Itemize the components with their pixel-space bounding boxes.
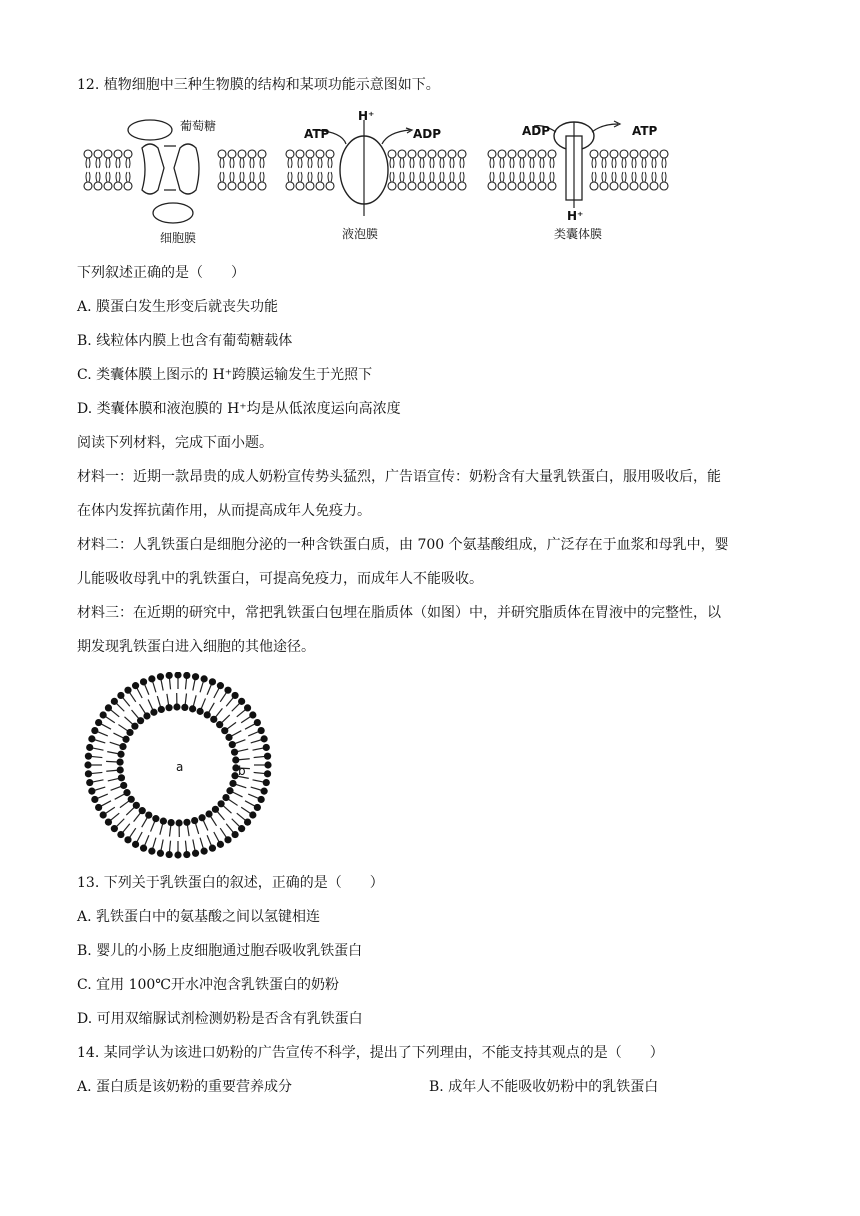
material3-line2: 期发现乳铁蛋白进入细胞的其他途径。 xyxy=(77,639,315,655)
vacuole-membrane-diagram xyxy=(286,109,466,241)
cell-membrane-diagram xyxy=(84,118,266,245)
thylakoid-membrane-diagram xyxy=(488,121,668,241)
q12-option-d: D. 类囊体膜和液泡膜的 H⁺均是从低浓度运向高浓度 xyxy=(77,401,401,417)
q13-option-b: B. 婴儿的小肠上皮细胞通过胞吞吸收乳铁蛋白 xyxy=(77,943,363,959)
liposome-label-b: b xyxy=(238,764,246,778)
reading-intro: 阅读下列材料，完成下面小题。 xyxy=(77,435,273,451)
liposome-figure xyxy=(80,672,280,862)
cell-membrane-label: 细胞膜 xyxy=(160,231,197,245)
material2-line1: 材料二：人乳铁蛋白是细胞分泌的一种含铁蛋白质，由 700 个氨基酸组成，广泛存在于血浆和母乳中，婴 xyxy=(77,537,729,553)
q14-option-b: B. 成年人不能吸收奶粉中的乳铁蛋白 xyxy=(429,1079,659,1095)
h-plus-label-2: H⁺ xyxy=(567,209,584,223)
glucose-label: 葡萄糖 xyxy=(180,119,217,133)
q14-option-a: A. 蛋白质是该奶粉的重要营养成分 xyxy=(77,1079,293,1095)
adp-label-2: ADP xyxy=(522,124,551,138)
material1-line2: 在体内发挥抗菌作用，从而提高成年人免疫力。 xyxy=(77,503,371,519)
q14-stem: 14. 某同学认为该进口奶粉的广告宣传不科学，提出了下列理由，不能支持其观点的是（ ） xyxy=(77,1045,664,1061)
h-plus-label-1: H⁺ xyxy=(358,109,375,123)
q12-prompt: 下列叙述正确的是（ ） xyxy=(77,265,245,281)
atp-label-1: ATP xyxy=(304,127,330,141)
atp-label-2: ATP xyxy=(632,124,658,138)
q12-stem: 12. 植物细胞中三种生物膜的结构和某项功能示意图如下。 xyxy=(77,77,440,93)
adp-label-1: ADP xyxy=(413,127,442,141)
q12-option-b: B. 线粒体内膜上也含有葡萄糖载体 xyxy=(77,333,293,349)
liposome-label-a: a xyxy=(176,760,184,774)
material3-line1: 材料三：在近期的研究中，常把乳铁蛋白包埋在脂质体（如图）中，并研究脂质体在胃液中的完整性，以 xyxy=(77,605,721,621)
material1-line1: 材料一：近期一款昂贵的成人奶粉宣传势头猛烈，广告语宣传：奶粉含有大量乳铁蛋白，服用吸收后，能 xyxy=(77,469,721,485)
membrane-figure xyxy=(80,108,680,248)
q13-option-d: D. 可用双缩脲试剂检测奶粉是否含有乳铁蛋白 xyxy=(77,1011,363,1027)
q12-option-c: C. 类囊体膜上图示的 H⁺跨膜运输发生于光照下 xyxy=(77,367,373,383)
q13-option-a: A. 乳铁蛋白中的氨基酸之间以氢键相连 xyxy=(77,909,321,925)
material2-line2: 儿能吸收母乳中的乳铁蛋白，可提高免疫力，而成年人不能吸收。 xyxy=(77,571,483,587)
q13-option-c: C. 宜用 100℃开水冲泡含乳铁蛋白的奶粉 xyxy=(77,977,339,993)
q13-stem: 13. 下列关于乳铁蛋白的叙述，正确的是（ ） xyxy=(77,875,384,891)
thylakoid-membrane-label: 类囊体膜 xyxy=(554,227,603,241)
q12-option-a: A. 膜蛋白发生形变后就丧失功能 xyxy=(77,299,279,315)
vacuole-membrane-label: 液泡膜 xyxy=(342,227,379,241)
